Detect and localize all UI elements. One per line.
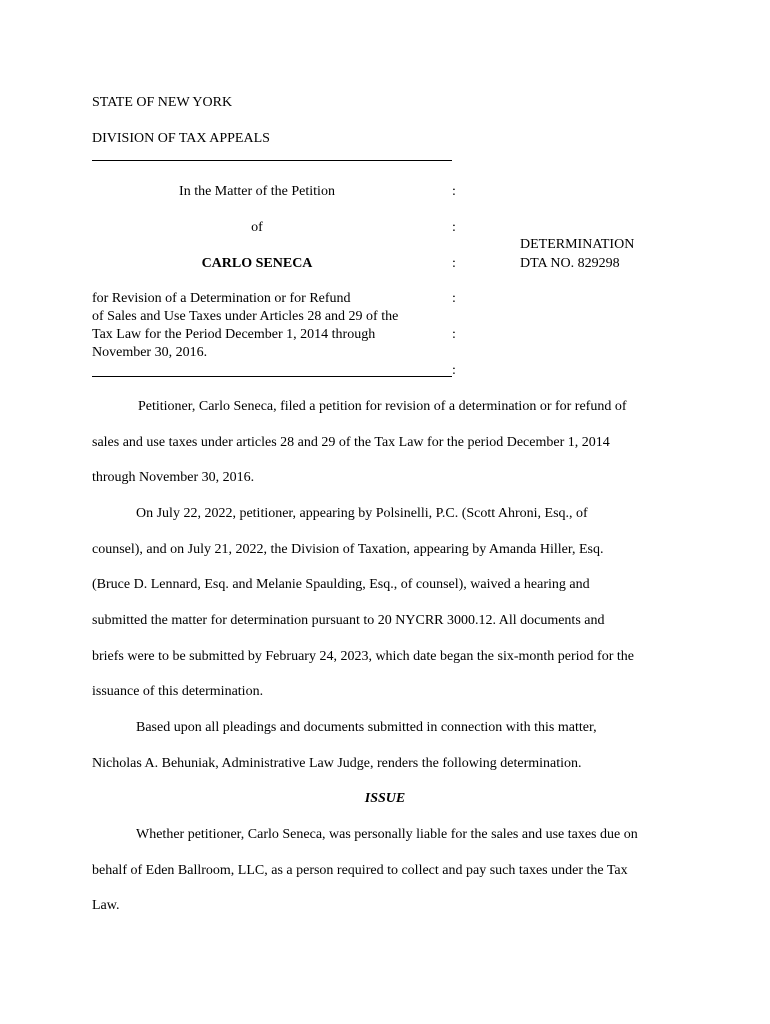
- issue-heading: ISSUE: [364, 791, 406, 806]
- caption-colon: :: [452, 363, 456, 378]
- body-line: (Bruce D. Lennard, Esq. and Melanie Spaulding, Esq., of counsel), waived a hearing and: [92, 577, 590, 592]
- state-heading: STATE OF NEW YORK: [92, 95, 233, 110]
- body-line: Nicholas A. Behuniak, Administrative Law Judge, renders the following determination.: [92, 756, 582, 771]
- body-line: On July 22, 2022, petitioner, appearing by Polsinelli, P.C. (Scott Ahroni, Esq., of: [136, 506, 588, 521]
- division-heading: DIVISION OF TAX APPEALS: [92, 131, 270, 146]
- body-line: Law.: [92, 898, 120, 913]
- body-line: through November 30, 2016.: [92, 470, 255, 485]
- caption-of: of: [251, 220, 263, 235]
- body-line: briefs were to be submitted by February 24, 2023, which date began the six-month period for the: [92, 649, 634, 664]
- caption-top-rule: [92, 160, 452, 161]
- caption-petitioner-name: CARLO SENECA: [201, 256, 313, 271]
- caption-colon: :: [452, 291, 456, 306]
- determination-label: DETERMINATION: [520, 237, 635, 252]
- caption-description-line: November 30, 2016.: [92, 345, 208, 360]
- body-line: submitted the matter for determination pursuant to 20 NYCRR 3000.12. All documents and: [92, 613, 605, 628]
- body-line: sales and use taxes under articles 28 and 29 of the Tax Law for the period December 1, 2014: [92, 435, 610, 450]
- caption-bottom-rule: [92, 376, 452, 377]
- body-line: behalf of Eden Ballroom, LLC, as a person required to collect and pay such taxes under the Tax: [92, 863, 628, 878]
- caption-matter: In the Matter of the Petition: [179, 184, 335, 199]
- determination-number: DTA NO. 829298: [520, 256, 620, 271]
- body-line: issuance of this determination.: [92, 684, 264, 699]
- caption-description: [92, 290, 442, 362]
- caption-description-line: of Sales and Use Taxes under Articles 28 and 29 of the: [92, 309, 399, 324]
- caption-colon: :: [452, 256, 456, 271]
- caption-colon: :: [452, 220, 456, 235]
- body-line: Petitioner, Carlo Seneca, filed a petition for revision of a determination or for refund of: [138, 399, 627, 414]
- caption-colon: :: [452, 184, 456, 199]
- body-line: counsel), and on July 21, 2022, the Division of Taxation, appearing by Amanda Hiller, Esq.: [92, 542, 604, 557]
- caption-colon: :: [452, 327, 456, 342]
- caption-description-line: Tax Law for the Period December 1, 2014 through: [92, 327, 376, 342]
- caption-description-line: for Revision of a Determination or for Refund: [92, 291, 351, 306]
- body-line: Based upon all pleadings and documents submitted in connection with this matter,: [136, 720, 597, 735]
- body-line: Whether petitioner, Carlo Seneca, was personally liable for the sales and use taxes due on: [136, 827, 638, 842]
